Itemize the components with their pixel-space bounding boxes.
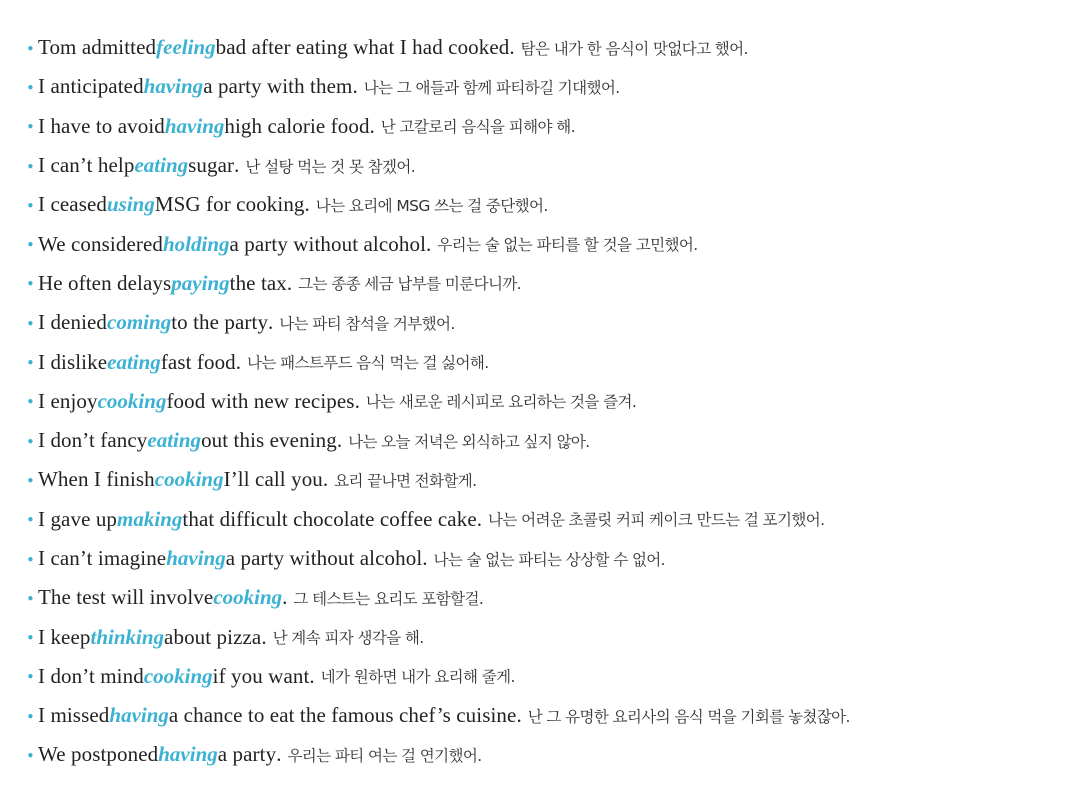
sentence-end: the tax — [229, 270, 287, 295]
sentence-start: I don’t mind — [38, 663, 144, 688]
sentence-start: I enjoy — [38, 388, 98, 413]
sentence-row — [26, 421, 1066, 460]
sentence-end: bad after eating what I had cooked — [215, 35, 510, 60]
sentence-row — [26, 696, 1066, 735]
sentence-start: Tom admitted — [38, 35, 157, 60]
sentence-period: . — [476, 506, 482, 531]
korean-translation: 나는 요리에 MSG 쓰는 걸 중단했어. — [315, 196, 548, 215]
korean-translation: 나는 오늘 저녁은 외식하고 싶지 않아. — [348, 432, 590, 451]
korean-translation: 나는 새로운 레시피로 요리하는 것을 즐겨. — [365, 393, 637, 412]
highlighted-gerund: using — [107, 192, 155, 217]
bullet-icon: • — [26, 589, 35, 608]
korean-translation: 나는 파티 참석을 거부했어. — [279, 314, 455, 333]
sentence-period: . — [234, 153, 240, 178]
bullet-icon: • — [26, 550, 35, 569]
sentence-row — [26, 578, 1066, 617]
sentence-row — [26, 303, 1066, 342]
bullet-icon: • — [26, 78, 35, 97]
sentence-start: When I finish — [38, 467, 155, 492]
highlighted-gerund: having — [164, 113, 225, 138]
korean-translation: 우리는 술 없는 파티를 할 것을 고민했어. — [437, 236, 698, 255]
sentence-end: sugar — [188, 153, 235, 178]
sentence-start: We considered — [38, 231, 163, 256]
highlighted-gerund: cooking — [143, 663, 213, 688]
sentence-row — [26, 342, 1066, 381]
sentence-end: out this evening — [201, 428, 337, 453]
korean-translation: 우리는 파티 여는 걸 연기했어. — [287, 746, 482, 765]
sentence-period: . — [516, 703, 522, 728]
bullet-icon: • — [26, 157, 35, 176]
highlighted-gerund: eating — [147, 428, 202, 453]
sentence-row — [26, 500, 1066, 539]
sentence-period: . — [352, 74, 358, 99]
sentence-end: high calorie food — [224, 113, 370, 138]
sentence-period: . — [309, 663, 315, 688]
sentence-start: I keep — [38, 624, 91, 649]
highlighted-gerund: having — [143, 74, 204, 99]
sentence-period: . — [369, 113, 375, 138]
bullet-icon: • — [26, 39, 35, 58]
sentence-start: I gave up — [38, 506, 118, 531]
sentence-period: . — [282, 585, 288, 610]
sentence-start: We postponed — [38, 742, 159, 767]
bullet-icon: • — [26, 393, 35, 412]
sentence-end: MSG for cooking — [154, 192, 305, 217]
sentence-period: . — [304, 192, 310, 217]
korean-translation: 난 고칼로리 음식을 피해야 해. — [380, 118, 575, 137]
sentence-start: I denied — [38, 310, 108, 335]
sentence-end: a party — [217, 742, 277, 767]
sentence-period: . — [268, 310, 274, 335]
sentence-row — [26, 107, 1066, 146]
sentence-start: I can’t imagine — [38, 546, 167, 570]
bullet-icon: • — [26, 707, 35, 726]
highlighted-gerund: coming — [107, 310, 172, 335]
sentence-row — [26, 28, 1066, 67]
bullet-icon: • — [26, 746, 35, 765]
sentence-row — [26, 264, 1066, 303]
sentence-row — [26, 185, 1066, 224]
bullet-icon: • — [26, 471, 35, 490]
highlighted-gerund: cooking — [213, 585, 283, 610]
highlighted-gerund: holding — [162, 231, 230, 256]
sentence-end: I’ll call you — [223, 467, 323, 492]
korean-translation: 난 설탕 먹는 것 못 참겠어. — [245, 157, 416, 176]
sentence-row — [26, 146, 1066, 185]
sentence-end: about pizza — [164, 624, 262, 649]
korean-translation: 나는 그 애들과 함께 파티하길 기대했어. — [363, 78, 620, 97]
sentence-end: if you want — [212, 663, 310, 688]
sentence-period: . — [322, 467, 329, 492]
bullet-icon: • — [26, 314, 35, 333]
sentence-end: a party with them — [203, 74, 353, 99]
korean-translation: 나는 술 없는 파티는 상상할 수 없어. — [433, 550, 666, 569]
korean-translation: 탐은 내가 한 음식이 맛없다고 했어. — [520, 39, 748, 58]
sentence-period: . — [235, 349, 242, 374]
korean-translation: 나는 패스트푸드 음식 먹는 걸 싫어해. — [247, 354, 489, 373]
bullet-icon: • — [26, 511, 35, 530]
korean-translation: 난 그 유명한 요리사의 음식 먹을 기회를 놓쳤잖아. — [527, 707, 850, 726]
korean-translation: 나는 어려운 초콜릿 커피 케이크 만드는 걸 포기했어. — [488, 511, 825, 530]
gerund-sentence-list — [26, 28, 1066, 775]
sentence-end: a party without alcohol — [229, 231, 427, 256]
highlighted-gerund: eating — [134, 153, 189, 178]
sentence-row — [26, 657, 1066, 696]
sentence-end: a party without alcohol — [225, 546, 423, 570]
sentence-start: I don’t fancy — [38, 428, 148, 453]
sentence-start: I have to avoid — [38, 113, 165, 138]
bullet-icon: • — [26, 354, 35, 373]
sentence-start: The test will involve — [38, 585, 214, 610]
sentence-row — [26, 460, 1066, 499]
sentence-row — [26, 617, 1066, 656]
highlighted-gerund: cooking — [154, 467, 224, 492]
korean-translation: 요리 끝나면 전화할게. — [334, 471, 477, 490]
highlighted-gerund: having — [158, 742, 218, 767]
sentence-period: . — [261, 624, 267, 649]
sentence-start: I dislike — [38, 349, 108, 374]
bullet-icon: • — [26, 668, 35, 687]
sentence-end: that difficult chocolate coffee cake — [182, 506, 477, 531]
highlighted-gerund: making — [117, 506, 183, 531]
highlighted-gerund: paying — [171, 270, 230, 295]
bullet-icon: • — [26, 118, 35, 137]
highlighted-gerund: eating — [107, 349, 161, 374]
highlighted-gerund: cooking — [97, 388, 167, 413]
sentence-end: a chance to eat the famous chef’s cuisine — [168, 703, 517, 728]
sentence-period: . — [276, 742, 282, 767]
sentence-end: to the party — [171, 310, 269, 335]
bullet-icon: • — [26, 196, 35, 215]
bullet-icon: • — [26, 432, 35, 451]
highlighted-gerund: feeling — [156, 35, 216, 60]
highlighted-gerund: having — [166, 546, 226, 570]
sentence-period: . — [426, 231, 432, 256]
bullet-icon: • — [26, 275, 35, 294]
bullet-icon: • — [26, 236, 35, 255]
sentence-period: . — [286, 270, 293, 295]
sentence-start: I can’t help — [38, 153, 135, 178]
highlighted-gerund: having — [109, 703, 169, 728]
sentence-period: . — [336, 428, 343, 453]
sentence-row — [26, 224, 1066, 263]
sentence-start: I missed — [38, 703, 110, 728]
sentence-row — [26, 735, 1066, 774]
sentence-row — [26, 539, 1066, 578]
sentence-start: I anticipated — [38, 74, 144, 99]
sentence-row — [26, 67, 1066, 106]
sentence-row — [26, 382, 1066, 421]
sentence-end: food with new recipes — [166, 388, 355, 413]
sentence-end: fast food — [160, 349, 236, 374]
highlighted-gerund: thinking — [90, 624, 165, 649]
sentence-period: . — [509, 35, 515, 60]
korean-translation: 그는 종종 세금 납부를 미룬다니까. — [298, 275, 522, 294]
bullet-icon: • — [26, 629, 35, 648]
sentence-period: . — [354, 388, 360, 413]
korean-translation: 네가 원하면 내가 요리해 줄게. — [320, 668, 515, 687]
sentence-start: I ceased — [38, 192, 107, 217]
sentence-start: He often delays — [38, 270, 172, 295]
korean-translation: 난 계속 피자 생각을 해. — [272, 629, 424, 648]
sentence-period: . — [422, 546, 428, 570]
korean-translation: 그 테스트는 요리도 포함할걸. — [293, 589, 484, 608]
